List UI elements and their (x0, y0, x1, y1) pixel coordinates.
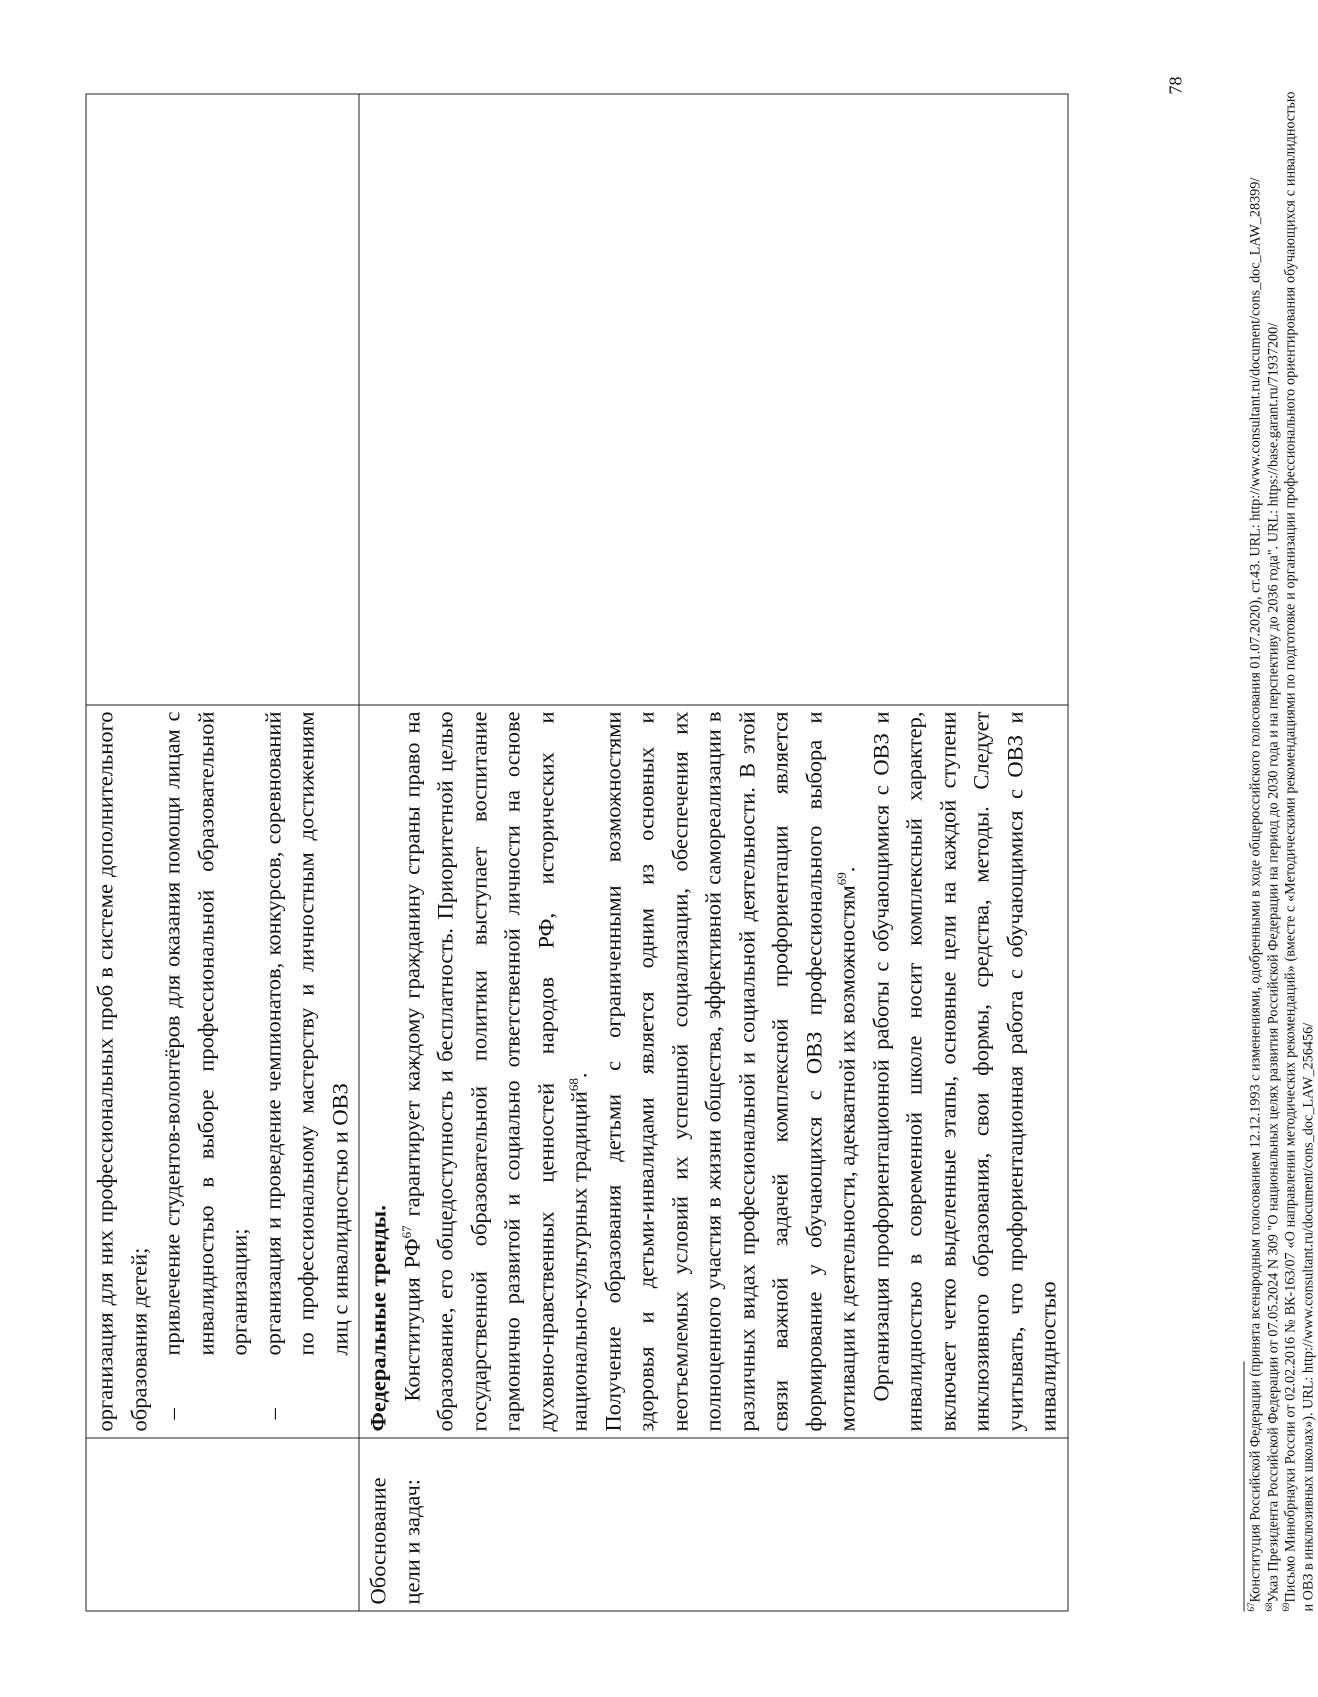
list-item (256, 712, 357, 1432)
paragraph: Организация профориентационной работы с обучающимися с ОВЗ и инвалидностью в современной школе носит комплексный характер, включает четко выделенные этапы, основные цели на каждой ступени инклюзивного образования, свои формы, средства, методы. Следует учитывать, что профориентационная работа с обучающимися с ОВЗ и инвалидностью (868, 711, 1061, 1432)
footnote-number: 69 (1280, 1602, 1291, 1612)
footnote (1265, 92, 1283, 1612)
footnotes (1245, 91, 1318, 1612)
table-row (86, 94, 359, 1611)
footnote (1280, 91, 1318, 1612)
rotated-page (1, 0, 1316, 1697)
row-label: Обоснование цели и задач: (365, 1477, 424, 1605)
p2-text-a: Получение образования детьми с ограниченными возможностями здоровья и детьми-инвалидами является одним из основных и неотъемлемых условий их успешной социализации, обеспечения их полноценного участия в жизни общества, эффективной самореализации в различных видах профессиональной и социальной деятельности. В этой связи важной задачей комплексной профориентации является формирование у обучающихся с ОВЗ профессионального выбора и мотивации к деятельности, адекватной их возможностям (600, 711, 860, 1432)
footnote-text: Указ Президента Российской Федерации от 07.05.2024 N 309 "О национальных целях развития Российской Федерации на период до 2030 года и на перспективу до 2036 года". URL: https://base.garant.ru/71937200/ (1265, 322, 1281, 1603)
paragraph (395, 712, 596, 1432)
p2-text-c: . (834, 866, 860, 873)
list-marker: – (260, 1408, 285, 1420)
footnote-ref-68[interactable]: 68 (566, 1078, 581, 1092)
paragraph (596, 712, 864, 1432)
list-item (156, 712, 257, 1432)
footnote-divider (1244, 1362, 1245, 1612)
row2-label-cell (359, 1438, 1068, 1611)
footnote (1245, 92, 1266, 1612)
footnote-ref-69[interactable]: 69 (834, 872, 849, 886)
p1-text-b: гарантирует каждому гражданину страны право на образование, его общедоступность и бесплатность. Приоритетной целью государственной образовательной политики выступает воспитание гармонично развитой и социально ответственной личности на основе духовно-нравственных ценностей народов РФ, исторических и национально-культурных традиций (399, 711, 592, 1432)
footnote-number: 67 (1245, 1602, 1256, 1612)
page-number: 78 (1165, 76, 1186, 95)
row1-label-cell (86, 1438, 359, 1611)
section-heading: Федеральные тренды. (365, 1205, 391, 1432)
row2-content-cell (359, 705, 1068, 1438)
p1-text-c: . (566, 1072, 592, 1079)
row1-content-cell (86, 705, 359, 1438)
footnote-ref-67[interactable]: 67 (398, 1225, 414, 1239)
footnote-text: Письмо Минобрнауки России от 02.02.2016 № ВК-163/07 «О направлении методических рекомендаций» (вместе с «Методическими рекомендациями по подготовке и организации профессионального ориентирования обучающихся с инвалидностью и ОВЗ в инклюзивных школах»). URL: http://www.consultant.ru/document/cons_doc_LAW_256456/ (1282, 91, 1316, 1612)
list-marker: – (159, 1408, 185, 1420)
list-item-text: организация и проведение чемпионатов, конкурсов, соревнований по профессиональному мастерству и личностным достижениям лиц с инвалидностью и ОВЗ (260, 711, 352, 1356)
list-item-text: привлечение студентов-волонтёров для оказания помощи лицам с инвалидностью в выборе профессиональной образовательной организации; (159, 711, 252, 1356)
p1-text-a: Конституция РФ (399, 1238, 424, 1402)
table-row (359, 94, 1068, 1611)
footnote-text: Конституция Российской Федерации (принята всенародным голосованием 12.12.1993 с изменениями, одобренными в ходе общероссийского голосования 01.07.2020), ст.43. URL: http://www.consultant.ru/document/cons_doc_LAW_28399/ (1247, 177, 1264, 1603)
footnote-number: 68 (1263, 1602, 1274, 1612)
row2-empty-cell (359, 94, 1068, 705)
continuation-text: организация для них профессиональных проб в системе дополнительного образования детей; (92, 711, 151, 1432)
content-table (86, 94, 1069, 1612)
row1-empty-cell (86, 94, 359, 705)
